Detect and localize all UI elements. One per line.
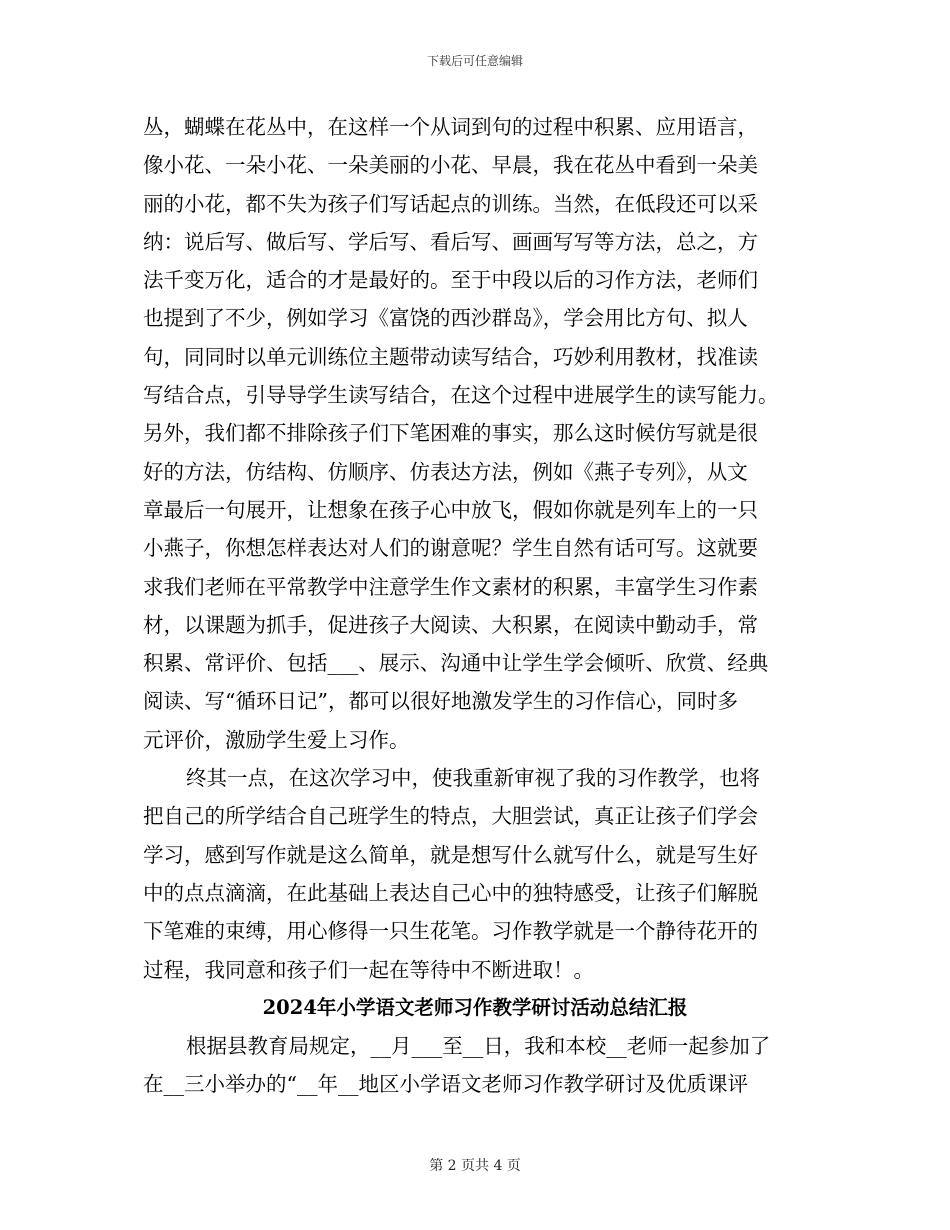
- text-line: 章最后一句展开，让想象在孩子心中放飞，假如你就是列车上的一只: [143, 497, 758, 522]
- text-line: 中的点点滴滴，在此基础上表达自己心中的独特感受，让孩子们解脱: [143, 880, 758, 905]
- text-line: 材，以课题为抓手，促进孩子大阅读、大积累，在阅读中勤动手，常: [143, 612, 758, 637]
- text-line: 丛，蝴蝶在花丛中，在这样一个从词到句的过程中积累、应用语言，: [143, 115, 758, 139]
- text-line: 好的方法，仿结构、仿顺序、仿表达方法，例如《燕子专列》，从文: [143, 459, 748, 484]
- text-line: 小燕子，你想怎样表达对人们的谢意呢？学生自然有话可写。这就要: [143, 536, 758, 561]
- text-line: 丽的小花，都不失为孩子们写话起点的训练。当然，在低段还可以采: [143, 191, 758, 216]
- text-line: 把自己的所学结合自己班学生的特点，大胆尝试，真正让孩子们学会: [143, 804, 758, 829]
- text-line: 法千变万化，适合的才是最好的。至于中段以后的习作方法，老师们: [143, 268, 758, 293]
- text-line: 终其一点，在这次学习中，使我重新审视了我的习作教学，也将: [186, 766, 760, 791]
- paragraph-conclusion: [143, 759, 807, 989]
- text-line: 元评价，激励学生爱上习作。: [143, 727, 410, 752]
- text-line: 写结合点，引导导学生读写结合，在这个过程中进展学生的读写能力。: [143, 383, 779, 408]
- text-line: 积累、常评价、包括___、展示、沟通中让学生学会倾听、欣赏、经典: [143, 651, 769, 676]
- text-line: 过程，我同意和孩子们一起在等待中不断进取！。: [143, 957, 594, 982]
- text-line: 也提到了不少，例如学习《富饶的西沙群岛》，学会用比方句、拟人: [143, 306, 748, 331]
- paragraph-continued: [143, 108, 807, 759]
- text-line: 纳：说后写、做后写、学后写、看后写、画画写写等方法，总之，方: [143, 229, 758, 254]
- text-line: 求我们老师在平常教学中注意学生作文素材的积累，丰富学生习作素: [143, 574, 758, 599]
- section-title: 2024年小学语文老师习作教学研讨活动总结汇报: [262, 995, 688, 1019]
- paragraph-report-intro: [143, 1027, 807, 1104]
- text-line: 根据县教育局规定，__月___至__日，我和本校__老师一起参加了: [186, 1034, 771, 1059]
- text-line: 学习，感到写作就是这么简单，就是想写什么就写什么，就是写生好: [143, 842, 758, 867]
- text-line: 下笔难的束缚，用心修得一只生花笔。习作教学就是一个静待花开的: [143, 919, 758, 944]
- text-line: 在__三小举办的“__年__地区小学语文老师习作教学研讨及优质课评: [143, 1072, 748, 1097]
- document-body: [143, 108, 807, 1104]
- page-header: 下载后可任意编辑: [426, 54, 523, 68]
- text-line: 句，同同时以单元训练位主题带动读写结合，巧妙利用教材，找准读: [143, 344, 758, 369]
- text-line: 阅读、写“循环日记”，都可以很好地激发学生的习作信心，同时多: [143, 689, 738, 714]
- text-line: 另外，我们都不排除孩子们下笔困难的事实，那么这时候仿写就是很: [143, 421, 758, 446]
- page-footer: 第 2 页共 4 页: [429, 1158, 521, 1174]
- text-line: 像小花、一朵小花、一朵美丽的小花、早晨，我在花丛中看到一朵美: [143, 153, 758, 178]
